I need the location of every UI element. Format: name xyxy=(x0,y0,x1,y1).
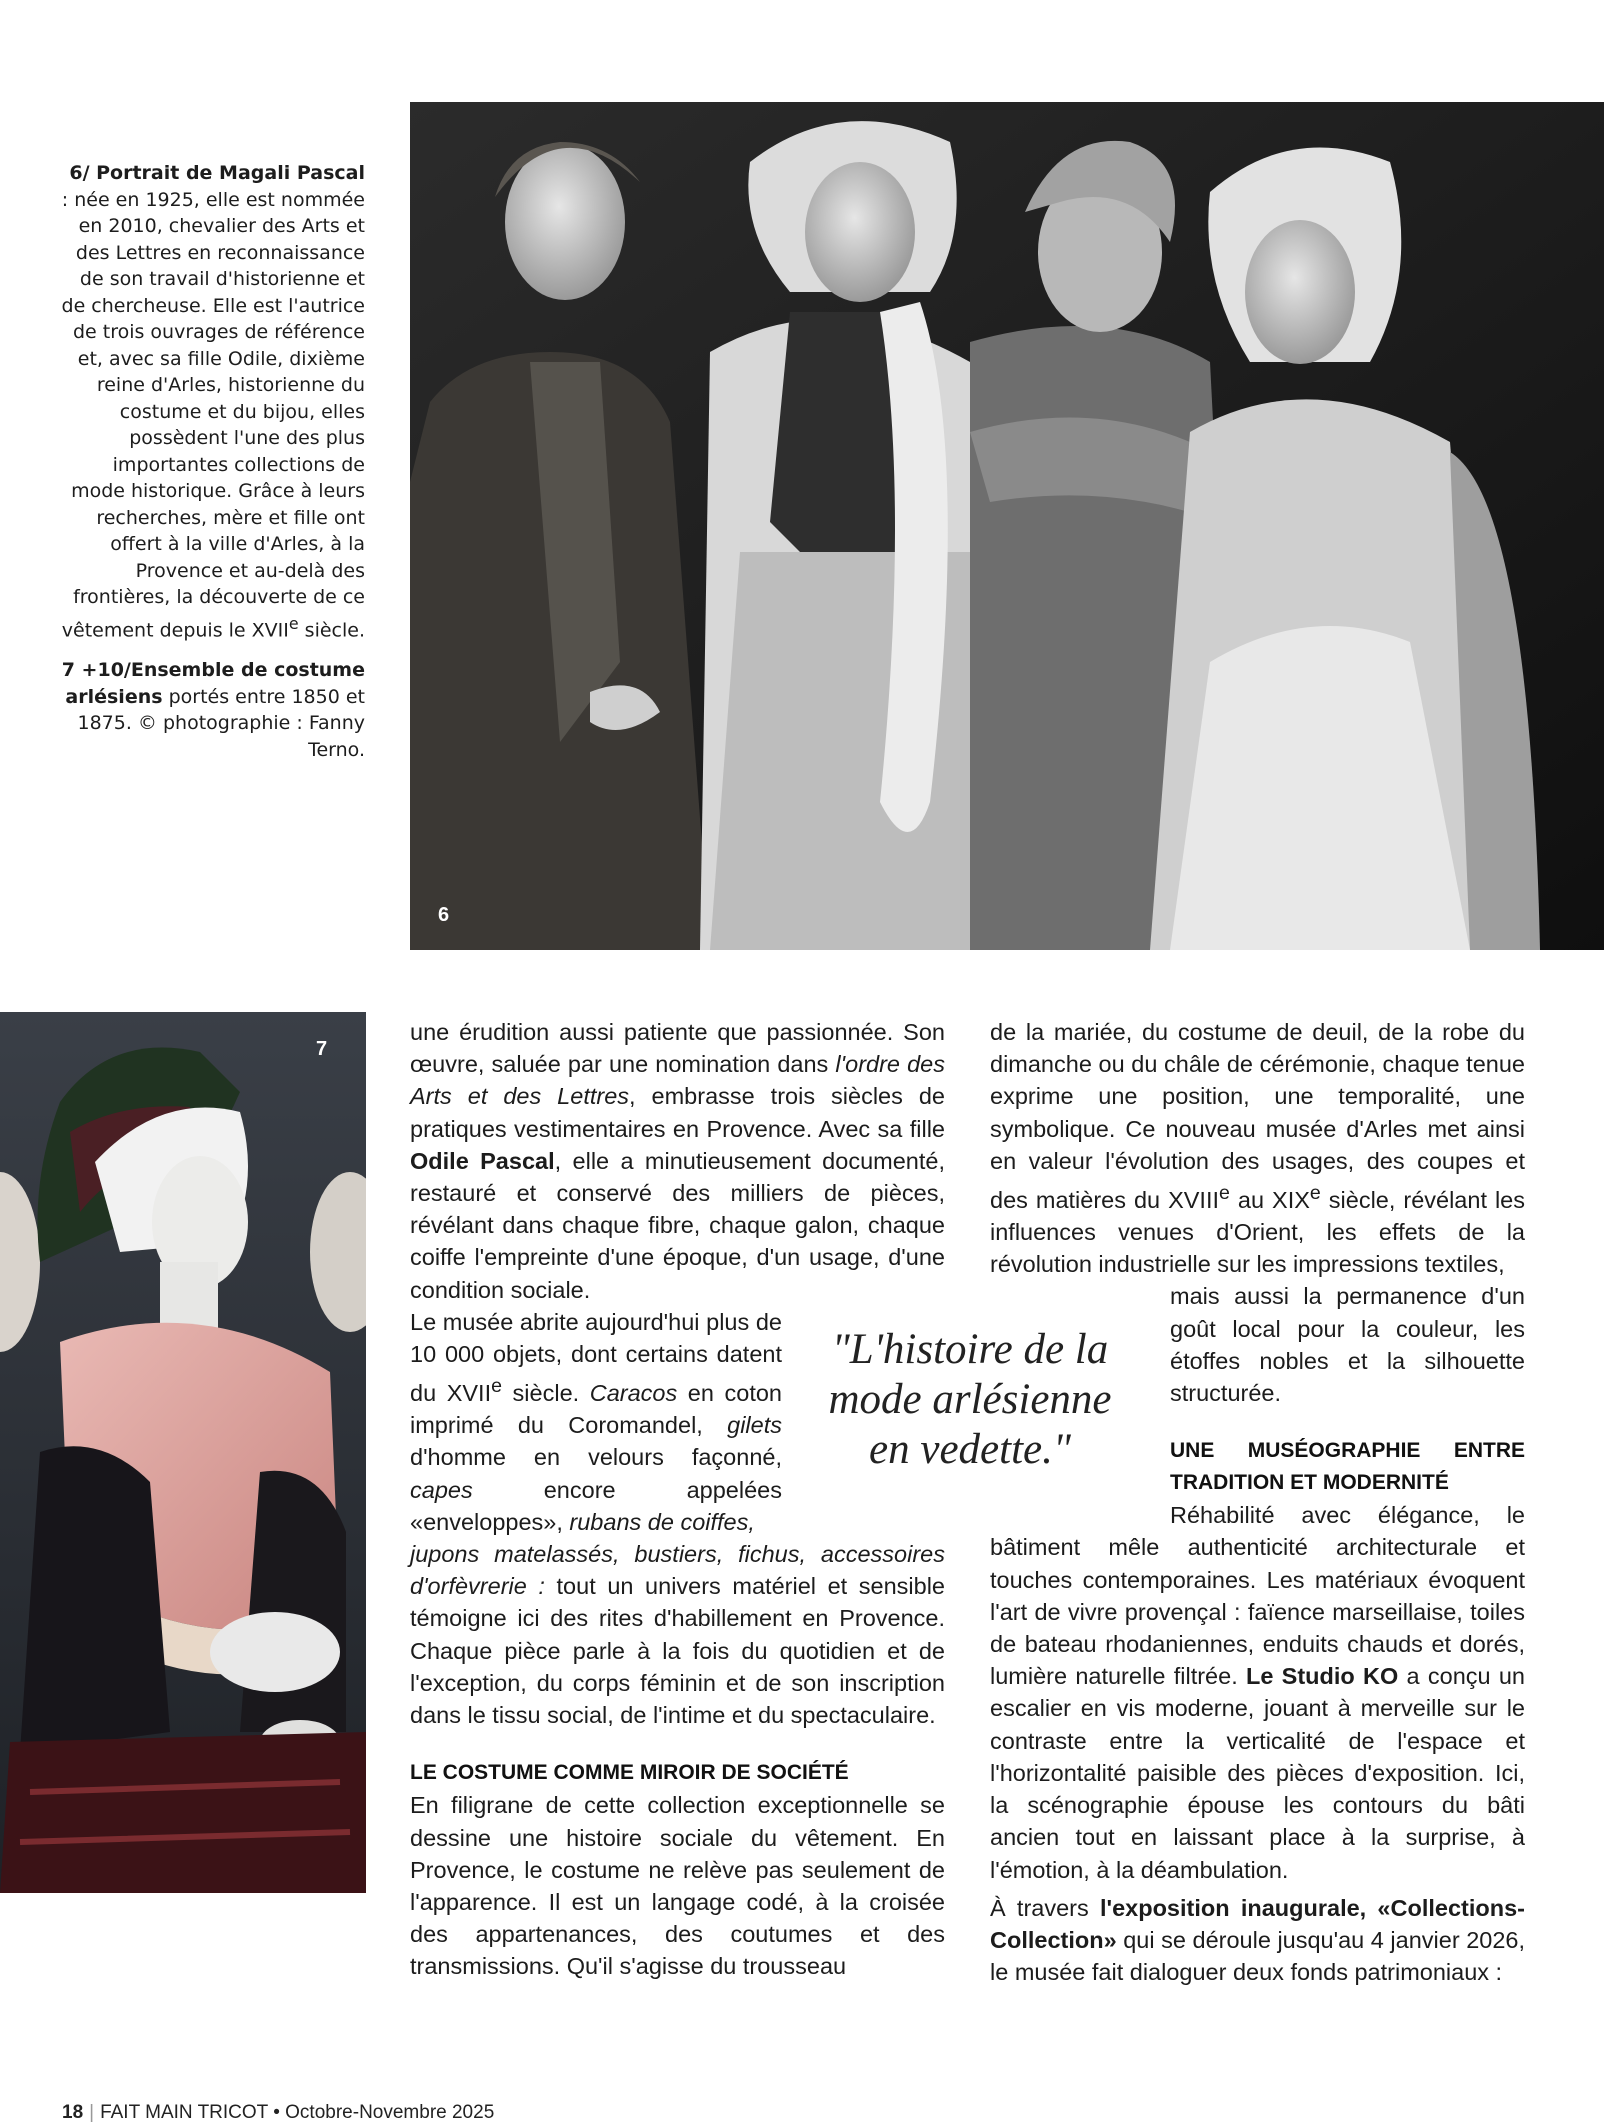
photo-6-illustration xyxy=(410,102,1604,950)
issue-date: Octobre-Novembre 2025 xyxy=(285,2102,495,2123)
photo-7-illustration xyxy=(0,1012,366,1893)
col2-paragraph-2: Réhabilité avec élégance, le bâtiment mêle authenticité architecturale et touches contemporaines. Les matériaux évoquent l'art de vivre provençal : faïence marseillaise, toiles de bateau rhodaniennes, enduits chauds et dorés, lumière naturelle filtrée. Le Studio KO a conçu un escalier en vis moderne, jouant à merveille sur le contraste entre la verticalité de l'espace et l'horizontalité paisible des pièces d'exposition. Ici, la scénographie épouse les contours du bâti ancien tout en laissant place à la surprise, à l'émotion, à la déambulation. xyxy=(990,1502,1525,1883)
page-footer xyxy=(62,2102,494,2124)
caption-photo-7: 7 +10/Ensemble de costume arlésiens portés entre 1850 et 1875. © photographie : Fanny Terno. xyxy=(61,659,365,761)
caption-6-label: 6/ Portrait de Magali Pascal xyxy=(69,162,365,184)
col1-paragraph-4: En filigrane de cette collection exceptionnelle se dessine une histoire sociale du vêtement. En Provence, le costume ne relève pas seulement de l'apparence. Il est un langage codé, à la croisée des appartenances, des coutumes et des transmissions. Qu'il s'agisse du trousseau xyxy=(410,1792,945,1980)
photo-6-number: 6 xyxy=(438,904,450,926)
photo-captions xyxy=(60,160,365,777)
pull-quote: "L'histoire de la mode arlésienne en vedette." xyxy=(828,1326,1112,1473)
section-heading-museographie: UNE MUSÉOGRAPHIE ENTRE TRADITION ET MODERNITÉ xyxy=(1170,1439,1525,1495)
photo-6-mannequins-portrait xyxy=(410,102,1604,950)
caption-7-label: 7 +10/Ensemble de costume arlésiens xyxy=(61,659,365,708)
footer-bullet: • xyxy=(273,2102,280,2123)
article-column-1 xyxy=(410,1016,945,1983)
col1-paragraph-2: Le musée abrite aujourd'hui plus de 10 000 objets, dont certains datent du XVIIe siècle. Caracos en coton imprimé du Coromandel, gilets d'homme en velours façonné, capes encore appelées «enveloppes», rubans de coiffes, xyxy=(410,1308,782,1535)
col2-paragraph-1-cont: mais aussi la permanence d'un goût local pour la couleur, les étoffes nobles et la silhouette structurée. xyxy=(1170,1283,1525,1407)
photo-7-number: 7 xyxy=(316,1038,328,1060)
footer-separator: | xyxy=(89,2102,95,2123)
page-number: 18 xyxy=(62,2102,84,2123)
section-heading-costume: LE COSTUME COMME MIROIR DE SOCIÉTÉ xyxy=(410,1761,849,1785)
col2-paragraph-1: de la mariée, du costume de deuil, de la robe du dimanche ou du châle de cérémonie, chaque tenue exprime une position, une temporalité, une symbolique. Ce nouveau musée d'Arles met ainsi en valeur l'évolution des usages, des coupes et des matières du XVIIIe au XIXe siècle, révélant les influences venues d'Orient, les effets de la révolution industrielle sur les impressions textiles, xyxy=(990,1019,1525,1278)
col2-paragraph-3: À travers l'exposition inaugurale, «Collections-Collection» qui se déroule jusqu'au 4 janvier 2026, le musée fait dialoguer deux fonds patrimoniaux : xyxy=(990,1894,1525,1986)
photo-7-arlesian-costume xyxy=(0,1012,366,1893)
col1-paragraph-3: jupons matelassés, bustiers, fichus, accessoires d'orfèvrerie : tout un univers matériel et sensible témoigne ici des rites d'habillement en Provence. Chaque pièce parle à la fois du quotidien et de l'exception, du corps féminin et de son inscription dans le tissu social, de l'intime et du spectaculaire. xyxy=(410,1541,945,1729)
caption-photo-6: 6/ Portrait de Magali Pascal : née en 1925, elle est nommée en 2010, chevalier des Arts et des Lettres en reconnaissance de son travail d'historienne et de chercheuse. Elle est l'autrice de trois ouvrages de référence et, avec sa fille Odile, dixième reine d'Arles, historienne du costume et du bijou, elles possèdent l'une des plus importantes collections de mode historique. Grâce à leurs recherches, mère et fille ont offert à la ville d'Arles, à la Provence et au-delà des frontières, la découverte de ce vêtement depuis le XVIIe siècle. xyxy=(61,162,365,641)
magazine-title: FAIT MAIN TRICOT xyxy=(100,2102,268,2123)
article-column-2 xyxy=(990,1016,1525,1988)
col1-paragraph-1: une érudition aussi patiente que passionnée. Son œuvre, saluée par une nomination dans l'ordre des Arts et des Lettres, embrasse trois siècles de pratiques vestimentaires en Provence. Avec sa fille Odile Pascal, elle a minutieusement documenté, restauré et conservé des milliers de pièces, révélant dans chaque fibre, chaque galon, chaque coiffe l'empreinte d'une époque, d'un usage, d'une condition sociale. xyxy=(410,1019,945,1303)
